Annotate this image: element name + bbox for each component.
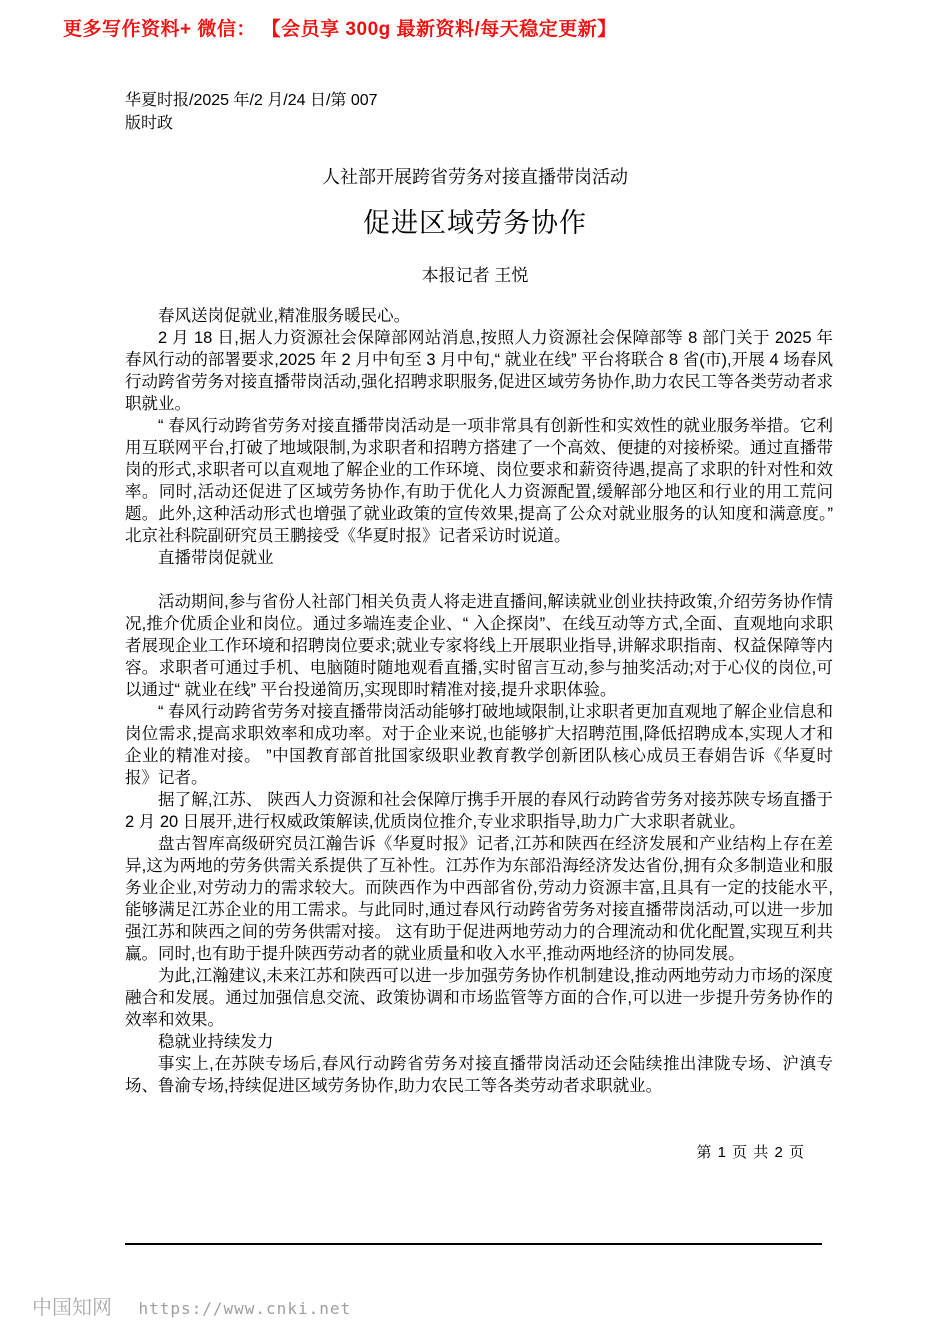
promo-banner-text: 更多写作资料+ 微信： 【会员享 300g 最新资料/每天稳定更新】 xyxy=(63,19,617,40)
body-paragraph: 盘古智库高级研究员江瀚告诉《华夏时报》记者,江苏和陕西在经济发展和产业结构上存在差异,这为两地的劳务供需关系提供了互补性。江苏作为东部沿海经济发达省份,拥有众多制造业和服务业企业,对劳动力的需求较大。而陕西作为中西部省份,劳动力资源丰富,且具有一定的技能水平,能够满足江苏企业的用工需求。与此同时,通过春风行动跨省劳务对接直播带岗活动,可以进一步加强江苏和陕西之间的劳务供需对接。 这有助于促进两地劳动力的合理流动和优化配置,实现互利共赢。同时,也有助于提升陕西劳动者的就业质量和收入水平,推动两地经济的协同发展。 xyxy=(125,835,833,963)
article-title: 促进区域劳务协作 xyxy=(363,208,587,238)
body-paragraph: “ 春风行动跨省劳务对接直播带岗活动是一项非常具有创新性和实效性的就业服务举措。它利用互联网平台,打破了地域限制,为求职者和招聘方搭建了一个高效、便捷的对接桥梁。通过直播带岗的形式,求职者可以直观地了解企业的工作环境、岗位要求和薪资待遇,提高了求职的针对性和效率。同时,活动还促进了区域劳务协作,有助于优化人力资源配置,缓解部分地区和行业的用工荒问题。此外,这种活动形式也增强了就业政策的宣传效果,提高了公众对就业服务的认知度和满意度。” 北京社科院副研究员王鹏接受《华夏时报》记者采访时说道。 xyxy=(125,417,833,545)
page-indicator: 第 1 页 共 2 页 xyxy=(696,1144,805,1161)
section-heading: 直播带岗促就业 xyxy=(158,549,274,567)
cnki-site-name: 中国知网 xyxy=(32,1295,112,1319)
body-paragraph: 春风送岗促就业,精准服务暖民心。 xyxy=(158,307,411,325)
body-paragraph: 为此,江瀚建议,未来江苏和陕西可以进一步加强劳务协作机制建设,推动两地劳动力市场的深度融合和发展。通过加强信息交流、政策协调和市场监管等方面的合作,可以进一步提升劳务协作的效率和效果。 xyxy=(125,967,833,1029)
body-paragraph: 活动期间,参与省份人社部门相关负责人将走进直播间,解读就业创业扶持政策,介绍劳务协作情况,推介优质企业和岗位。通过多端连麦企业、“ 入企探岗”、在线互动等方式,全面、直观地向求职者展现企业工作环境和招聘岗位要求;就业专家将线上开展职业指导,讲解求职指南、权益保障等内容。求职者可通过手机、电脑随时随地观看直播,实时留言互动,参与抽奖活动;对于心仪的岗位,可以通过“ 就业在线” 平台投递简历,实现即时精准对接,提升求职体验。 xyxy=(125,593,833,699)
section-heading: 稳就业持续发力 xyxy=(158,1033,274,1051)
cnki-url: https://www.cnki.net xyxy=(138,1299,352,1318)
source-line-1: 华夏时报/2025 年/2 月/24 日/第 007 xyxy=(125,92,378,109)
body-paragraph: “ 春风行动跨省劳务对接直播带岗活动能够打破地域限制,让求职者更加直观地了解企业信息和岗位需求,提高求职效率和成功率。对于企业来说,也能够扩大招聘范围,降低招聘成本,实现人才和企业的精准对接。 ”中国教育部首批国家级职业教育教学创新团队核心成员王春娟告诉《华夏时报》记者。 xyxy=(125,703,833,787)
footer-divider-line xyxy=(125,1243,822,1245)
article-byline: 本报记者 王悦 xyxy=(421,266,529,285)
source-header xyxy=(125,89,378,135)
article-body xyxy=(125,305,833,1097)
body-paragraph: 事实上,在苏陕专场后,春风行动跨省劳务对接直播带岗活动还会陆续推出津陇专场、沪滇专场、鲁渝专场,持续促进区域劳务协作,助力农民工等各类劳动者求职就业。 xyxy=(125,1055,833,1095)
source-line-2: 版时政 xyxy=(125,115,174,132)
article-kicker: 人社部开展跨省劳务对接直播带岗活动 xyxy=(322,167,628,187)
body-paragraph: 2 月 18 日,据人力资源社会保障部网站消息,按照人力资源社会保障部等 8 部门关于 2025 年春风行动的部署要求,2025 年 2 月中旬至 3 月中旬,“ 就业在线” 平台将联合 8 省(市),开展 4 场春风行动跨省劳务对接直播带岗活动,强化招聘求职服务,促进区域劳务协作,助力农民工等各类劳动者求职就业。 xyxy=(125,329,833,413)
cnki-watermark xyxy=(32,1291,351,1320)
body-paragraph: 据了解,江苏、 陕西人力资源和社会保障厅携手开展的春风行动跨省劳务对接苏陕专场直播于 2 月 20 日展开,进行权威政策解读,优质岗位推介,专业求职指导,助力广大求职者就业。 xyxy=(125,791,833,831)
